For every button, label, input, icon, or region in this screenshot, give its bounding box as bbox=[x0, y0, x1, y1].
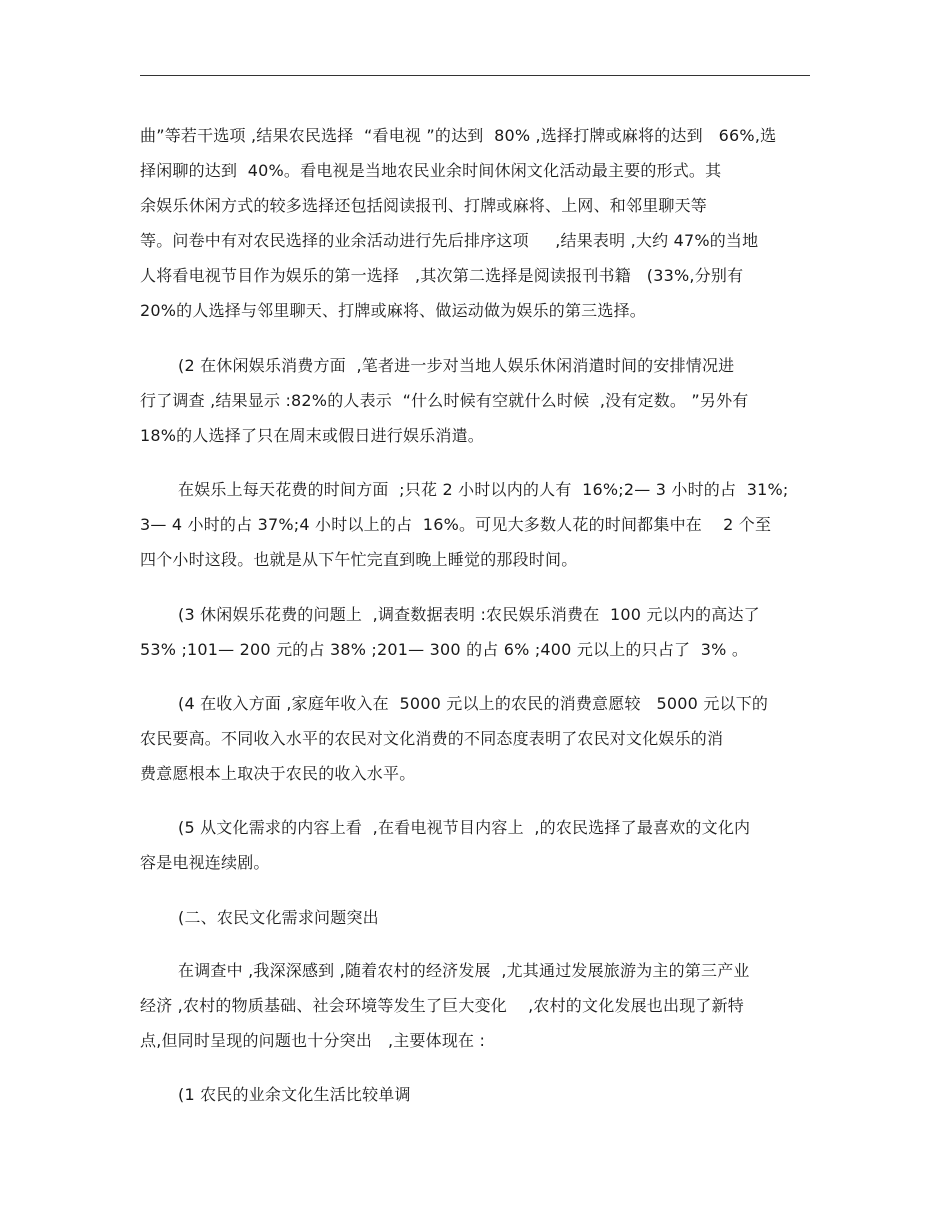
text-line: 余娱乐休闲方式的较多选择还包括阅读报刊、打牌或麻将、上网、和邻里聊天等 bbox=[140, 196, 708, 215]
text-line: 行了调查 ,结果显示 :82%的人表示 “什么时候有空就什么时候 ,没有定数。 ”另外有 bbox=[140, 391, 749, 410]
text-line: 3— 4 小时的占 37%;4 小时以上的占 16%。可见大多数人花的时间都集中在 2 个至 bbox=[140, 515, 772, 534]
text-line: (2 在休闲娱乐消费方面 ,笔者进一步对当地人娱乐休闲消遣时间的安排情况进 bbox=[178, 356, 735, 375]
text-line: 容是电视连续剧。 bbox=[140, 853, 270, 872]
text-line: 曲”等若干选项 ,结果农民选择 “看电视 ”的达到 80% ,选择打牌或麻将的达到 66%,选 bbox=[140, 126, 777, 145]
text-line: 在娱乐上每天花费的时间方面 ;只花 2 小时以内的人有 16%;2— 3 小时的占 31%; bbox=[178, 480, 789, 499]
text-line: (1 农民的业余文化生活比较单调 bbox=[178, 1085, 411, 1104]
text-line: 53% ;101— 200 元的占 38% ;201— 300 的占 6% ;400 元以上的只占了 3% 。 bbox=[140, 640, 749, 659]
text-line: (3 休闲娱乐花费的问题上 ,调查数据表明 :农民娱乐消费在 100 元以内的高达了 bbox=[178, 605, 760, 624]
text-line: 农民要高。不同收入水平的农民对文化消费的不同态度表明了农民对文化娱乐的消 bbox=[140, 729, 724, 748]
text-line: 人将看电视节目作为娱乐的第一选择 ,其次第二选择是阅读报刊书籍 (33%,分别有 bbox=[140, 266, 744, 285]
text-line: 在调查中 ,我深深感到 ,随着农村的经济发展 ,尤其通过发展旅游为主的第三产业 bbox=[178, 961, 750, 980]
text-line: 20%的人选择与邻里聊天、打牌或麻将、做运动做为娱乐的第三选择。 bbox=[140, 301, 646, 320]
text-line: (4 在收入方面 ,家庭年收入在 5000 元以上的农民的消费意愿较 5000 元以下的 bbox=[178, 694, 769, 713]
text-line: (5 从文化需求的内容上看 ,在看电视节目内容上 ,的农民选择了最喜欢的文化内 bbox=[178, 818, 751, 837]
text-line: 四个小时这段。也就是从下午忙完直到晚上睡觉的那段时间。 bbox=[140, 550, 578, 569]
text-line: 费意愿根本上取决于农民的收入水平。 bbox=[140, 764, 416, 783]
section-heading: (二、农民文化需求问题突出 bbox=[178, 908, 379, 927]
header-rule bbox=[140, 75, 810, 76]
text-line: 点,但同时呈现的问题也十分突出 ,主要体现在 : bbox=[140, 1031, 486, 1050]
text-line: 择闲聊的达到 40%。看电视是当地农民业余时间休闲文化活动最主要的形式。其 bbox=[140, 161, 722, 180]
text-line: 18%的人选择了只在周末或假日进行娱乐消遣。 bbox=[140, 426, 484, 445]
text-line: 经济 ,农村的物质基础、社会环境等发生了巨大变化 ,农村的文化发展也出现了新特 bbox=[140, 996, 745, 1015]
text-line: 等。问卷中有对农民选择的业余活动进行先后排序这项 ,结果表明 ,大约 47%的当地 bbox=[140, 231, 759, 250]
